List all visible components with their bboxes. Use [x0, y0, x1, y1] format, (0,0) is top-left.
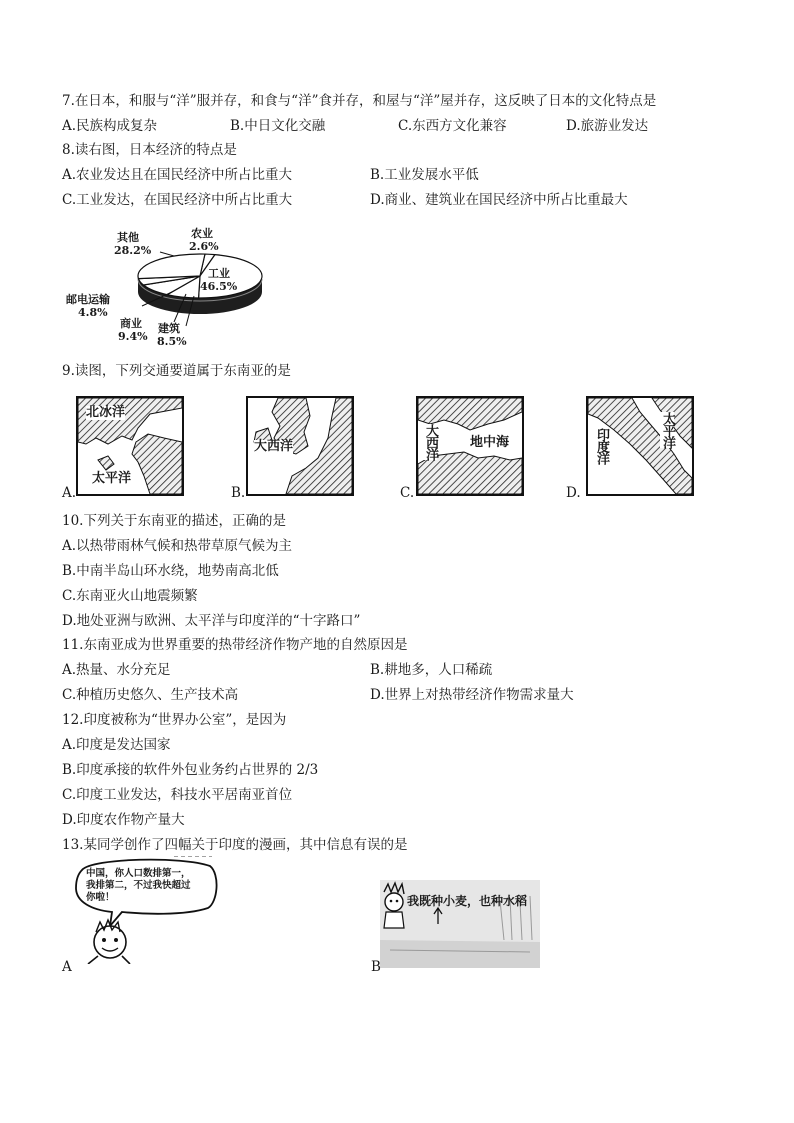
- map-c-label-atlantic: 大西洋: [423, 424, 438, 460]
- q9-stem: 9.读图，下列交通要道属于东南亚的是: [62, 363, 291, 379]
- cartoon-b[interactable]: [380, 880, 540, 968]
- q12-option-c[interactable]: C.印度工业发达，科技水平居南亚首位: [62, 787, 293, 803]
- cartoon-a-speech: [86, 868, 191, 904]
- q7-stem: 7.在日本，和服与“洋”服并存，和食与“洋”食并存，和屋与“洋”屋并存，这反映了日本的文化特点是: [62, 93, 657, 109]
- q12-stem: 12.印度被称为“世界办公室”，是因为: [62, 712, 287, 728]
- pie-label-commerce-name: 商业: [120, 317, 142, 330]
- strait-map-b[interactable]: [246, 396, 354, 496]
- q7-option-d[interactable]: D.旅游业发达: [566, 118, 649, 134]
- map-a-label-pacific: 太平洋: [92, 471, 132, 486]
- cartoon-a-speech-line-2: 我排第二，不过我快超过: [86, 880, 191, 891]
- q13-stem: 13.某同学创作了四幅关于印度的漫画，其中信息有误的是: [62, 837, 408, 853]
- cartoon-b-letter: B: [371, 959, 381, 975]
- q8-stem: 8.读右图，日本经济的特点是: [62, 142, 237, 158]
- cartoon-a[interactable]: [72, 856, 222, 964]
- pie-label-post-name: 邮电运输: [66, 293, 110, 306]
- q8-option-a[interactable]: A.农业发达且在国民经济中所占比重大: [62, 167, 293, 183]
- pie-chart: [62, 222, 282, 350]
- pie-label-construction-value: 8.5%: [157, 335, 187, 348]
- q11-stem: 11.东南亚成为世界重要的热带经济作物产地的自然原因是: [62, 637, 408, 653]
- map-b-letter: B.: [231, 485, 246, 501]
- q10-option-d[interactable]: D.地处亚洲与欧洲、太平洋与印度洋的“十字路口”: [62, 613, 361, 629]
- pie-label-post-value: 4.8%: [78, 306, 108, 319]
- map-d-letter: D.: [566, 485, 581, 501]
- q10-option-b[interactable]: B.中南半岛山环水绕，地势南高北低: [62, 563, 279, 579]
- pie-label-agri-value: 2.6%: [189, 240, 219, 253]
- pie-label-industry-value: 46.5%: [200, 280, 238, 293]
- cartoon-a-speech-line-3: 你啦！: [86, 892, 115, 903]
- strait-map-d[interactable]: [586, 396, 694, 496]
- pie-slice-5: [138, 254, 205, 279]
- q11-option-b[interactable]: B.耕地多，人口稀疏: [370, 662, 493, 678]
- pie-label-agri-name: 农业: [191, 227, 213, 240]
- pie-label-commerce-value: 9.4%: [118, 330, 148, 343]
- map-b-label-atlantic: 大西洋: [254, 439, 294, 454]
- q7-option-b[interactable]: B.中日文化交融: [230, 118, 326, 134]
- cartoon-b-speech: 我既种小麦，也种水稻: [407, 894, 528, 908]
- q12-option-d[interactable]: D.印度农作物产量大: [62, 812, 185, 828]
- pie-label-construction-name: 建筑: [158, 322, 180, 335]
- q11-option-d[interactable]: D.世界上对热带经济作物需求量大: [370, 687, 574, 703]
- pie-label-industry-name: 工业: [208, 267, 230, 280]
- q11-option-a[interactable]: A.热量、水分充足: [62, 662, 171, 678]
- pie-label-other-name: 其他: [117, 231, 139, 244]
- map-a-letter: A.: [62, 485, 77, 501]
- q10-stem: 10.下列关于东南亚的描述，正确的是: [62, 513, 286, 529]
- map-d-label-indian: 印度洋: [594, 428, 609, 464]
- q7-option-c[interactable]: C.东西方文化兼容: [398, 118, 507, 134]
- map-d-label-pacific: 太平洋: [660, 412, 675, 448]
- q10-option-c[interactable]: C.东南亚火山地震频繁: [62, 588, 198, 604]
- q8-option-d[interactable]: D.商业、建筑业在国民经济中所占比重最大: [370, 192, 628, 208]
- map-c-letter: C.: [400, 485, 415, 501]
- map-a-label-arctic: 北冰洋: [86, 405, 126, 420]
- q7-option-a[interactable]: A.民族构成复杂: [62, 118, 158, 134]
- q8-option-c[interactable]: C.工业发达，在国民经济中所占比重大: [62, 192, 293, 208]
- strait-map-c[interactable]: [416, 396, 524, 496]
- cartoon-a-letter: A: [62, 959, 72, 975]
- q11-option-c[interactable]: C.种植历史悠久、生产技术高: [62, 687, 239, 703]
- q12-option-a[interactable]: A.印度是发达国家: [62, 737, 171, 753]
- pie-leader-line-0: [160, 252, 174, 256]
- q8-option-b[interactable]: B.工业发展水平低: [370, 167, 479, 183]
- cartoon-a-speech-line-1: 中国，你人口数排第一，: [86, 868, 191, 879]
- q10-option-a[interactable]: A.以热带雨林气候和热带草原气候为主: [62, 538, 293, 554]
- map-c-label-mediterranean: 地中海: [470, 435, 510, 450]
- q12-option-b[interactable]: B.印度承接的软件外包业务约占世界的 2/3: [62, 762, 319, 778]
- strait-map-a[interactable]: [76, 396, 184, 496]
- pie-label-other-value: 28.2%: [114, 244, 152, 257]
